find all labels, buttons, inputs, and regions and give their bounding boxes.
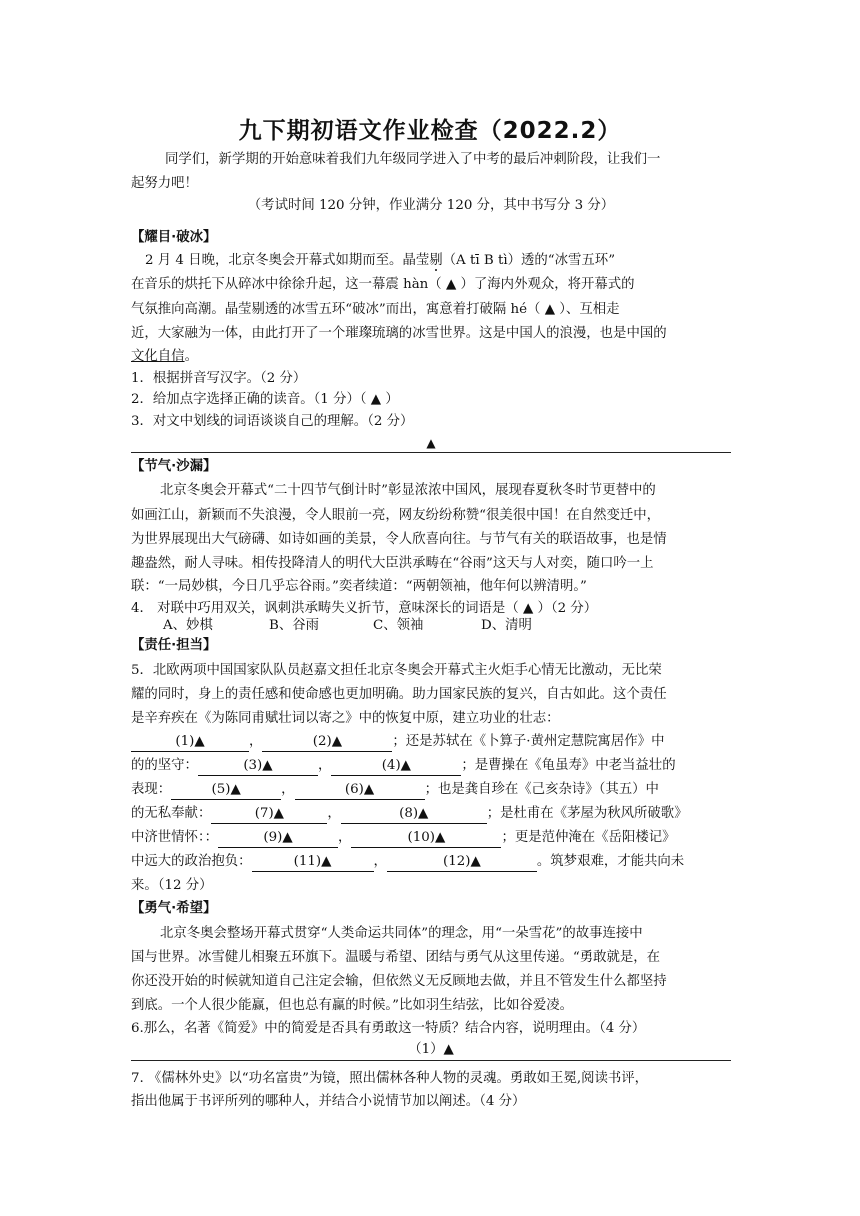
question-3: 3．对文中划线的词语谈谈自己的理解。（2 分） bbox=[131, 414, 414, 429]
paragraph-line: 是辛弃疾在《为陈同甫赋壮词以寄之》中的恢复中原，建立功业的壮志： bbox=[131, 711, 560, 726]
options-row bbox=[163, 616, 763, 636]
fill-line bbox=[131, 732, 731, 752]
text-span: ；也是龚自珍在《己亥杂诗》（其五）中 bbox=[424, 782, 659, 797]
blank-5[interactable]: (5)▲ bbox=[171, 781, 281, 800]
question-6: 6.那么，名著《简爱》中的简爱是否具有勇敢这一特质？结合内容，说明理由。（4 分） bbox=[131, 1021, 646, 1036]
dotted-char: 剔 bbox=[429, 253, 443, 268]
paragraph-line: 气氛推向高潮。晶莹剔透的冰雪五环“破冰”而出，寓意着打破隔 hé（ ▲ ）、互相走 bbox=[131, 302, 620, 317]
answer-marker: （1）▲ bbox=[408, 1042, 454, 1057]
paragraph-line: 国与世界。冰雪健儿相聚五环旗下。温暖与希望、团结与勇气从这里传递。“勇敢就是，在 bbox=[131, 950, 661, 965]
question-2: 2．给加点字选择正确的读音。（1 分）（ ▲ ） bbox=[131, 392, 399, 407]
blank-11[interactable]: (11)▲ bbox=[252, 853, 374, 872]
text-span: ；是杜甫在《茅屋为秋风所破歌》 bbox=[486, 806, 688, 821]
text-span: 2 月 4 日晚，北京冬奥会开幕式如期而至。晶莹 bbox=[145, 253, 430, 268]
text-span: 的无私奉献： bbox=[131, 806, 212, 821]
page-title: 九下期初语文作业检查（2022.2） bbox=[238, 118, 622, 144]
paragraph-line: 联：“一局妙棋，今日几乎忘谷雨。”奕者续道：“两朝领袖，他年何以辨清明。” bbox=[131, 579, 587, 594]
answer-line bbox=[131, 452, 731, 453]
paragraph-line: 你还没开始的时候就知道自己注定会输，但依然义无反顾地去做，并且不管发生什么都坚持 bbox=[131, 974, 667, 989]
blank-10[interactable]: (10)▲ bbox=[351, 829, 501, 848]
paragraph-line: 如画江山，新颖而不失浪漫，令人眼前一亮，网友纷纷称赞“很美很中国！在自然变迁中， bbox=[131, 508, 661, 523]
answer-line bbox=[131, 1060, 731, 1061]
question-7-cont: 指出他属于书评所列的哪种人，并结合小说情节加以阐述。（4 分） bbox=[131, 1094, 526, 1109]
blank-8[interactable]: (8)▲ bbox=[341, 805, 487, 824]
paragraph-line: 耀的同时，身上的责任感和使命感也更加明确。助力国家民族的复兴，自古如此。这个责任 bbox=[131, 687, 667, 702]
paragraph-line: 5．北欧两项中国国家队队员赵嘉文担任北京冬奥会开幕式主火炬手心情无比激动，无比荣 bbox=[131, 663, 662, 678]
fill-line bbox=[131, 756, 731, 776]
text-span: （A tī B tì）透的“冰雪五环” bbox=[442, 253, 616, 268]
option-a: A、妙棋 bbox=[163, 618, 213, 633]
blank-6[interactable]: (6)▲ bbox=[295, 781, 425, 800]
text-span: ；更是范仲淹在《岳阳楼记》 bbox=[501, 830, 676, 845]
option-c: C、领袖 bbox=[373, 618, 424, 633]
comma: ， bbox=[317, 758, 332, 773]
section-heading: 【勇气·希望】 bbox=[131, 901, 217, 916]
blank-1[interactable]: (1)▲ bbox=[131, 733, 249, 752]
blank-12[interactable]: (12)▲ bbox=[387, 853, 537, 872]
comma: ， bbox=[327, 806, 341, 821]
underlined-phrase: 文化自信 bbox=[131, 349, 185, 364]
blank-7[interactable]: (7)▲ bbox=[211, 805, 327, 824]
comma: ， bbox=[249, 734, 263, 749]
text-span: 表现： bbox=[131, 782, 172, 797]
question-1: 1．根据拼音写汉字。（2 分） bbox=[131, 371, 307, 386]
text-span: ；是曹操在《龟虽寿》中老当益壮的 bbox=[461, 758, 676, 773]
fill-line bbox=[131, 804, 731, 824]
intro-line: 同学们，新学期的开始意味着我们九年级同学进入了中考的最后冲刺阶段，让我们一 bbox=[165, 152, 661, 167]
comma: ， bbox=[338, 830, 352, 845]
paragraph-line: 为世界展现出大气磅礴、如诗如画的美景，令人欣喜向往。与节气有关的联语故事，也是情 bbox=[131, 532, 667, 547]
paragraph-line: 趣盎然，耐人寻味。相传投降清人的明代大臣洪承畴在“谷雨”这天与人对奕，随口吟一上 bbox=[131, 556, 654, 571]
answer-marker: ▲ bbox=[426, 436, 436, 450]
text-span: 。筑梦艰难，才能共向未 bbox=[536, 854, 685, 869]
option-d: D、清明 bbox=[481, 618, 532, 633]
blank-3[interactable]: (3)▲ bbox=[198, 757, 318, 776]
paragraph-line: 北京冬奥会开幕式“二十四节气倒计时”彰显浓浓中国风，展现春夏秋冬时节更替中的 bbox=[160, 483, 656, 498]
exam-note: （考试时间 120 分钟，作业满分 120 分，其中书写分 3 分） bbox=[247, 198, 615, 213]
paragraph-line: 来。（12 分） bbox=[131, 878, 213, 893]
fill-line bbox=[131, 780, 731, 800]
paragraph-line: 到底。一个人很少能赢，但也总有赢的时候。”比如羽生结弦，比如谷爱凌。 bbox=[131, 998, 574, 1013]
paragraph-line: 在音乐的烘托下从碎冰中徐徐升起，这一幕震 hàn（ ▲ ）了海内外观众，将开幕式的 bbox=[131, 277, 635, 292]
text-span: 的的坚守： bbox=[131, 758, 198, 773]
option-b: B、谷雨 bbox=[269, 618, 320, 633]
blank-4[interactable]: (4)▲ bbox=[331, 757, 461, 776]
fill-line bbox=[131, 852, 731, 872]
fill-line bbox=[131, 828, 731, 848]
blank-2[interactable]: (2)▲ bbox=[262, 733, 392, 752]
section-heading: 【责任·担当】 bbox=[131, 638, 217, 653]
text-span: ；还是苏轼在《卜算子·黄州定慧院寓居作》中 bbox=[392, 734, 665, 749]
paragraph-line: 北京冬奥会整场开幕式贯穿“人类命运共同体”的理念，用“一朵雪花”的故事连接中 bbox=[160, 926, 643, 941]
paragraph-line bbox=[145, 251, 745, 271]
section-heading: 【耀目·破冰】 bbox=[131, 230, 217, 245]
section-heading: 【节气·沙漏】 bbox=[131, 459, 217, 474]
text-span: 。 bbox=[184, 349, 198, 364]
blank-9[interactable]: (9)▲ bbox=[218, 829, 338, 848]
paragraph-line: 近，大家融为一体，由此打开了一个璀璨琉璃的冰雪世界。这是中国人的浪漫，也是中国的 bbox=[131, 326, 667, 341]
comma: ， bbox=[373, 854, 387, 869]
paragraph-line bbox=[131, 347, 731, 367]
question-4: 4． 对联中巧用双关，讽刺洪承畴失义折节，意味深长的词语是（ ▲ ）（2 分） bbox=[131, 601, 598, 616]
comma: ， bbox=[281, 782, 295, 797]
text-span: 中远大的政治抱负： bbox=[131, 854, 252, 869]
question-7: 7. 《儒林外史》以“功名富贵”为镜，照出儒林各种人物的灵魂。勇敢如王冕,阅读书评， bbox=[131, 1071, 649, 1086]
text-span: 中济世情怀：： bbox=[131, 830, 219, 845]
intro-line: 起努力吧！ bbox=[131, 176, 198, 191]
